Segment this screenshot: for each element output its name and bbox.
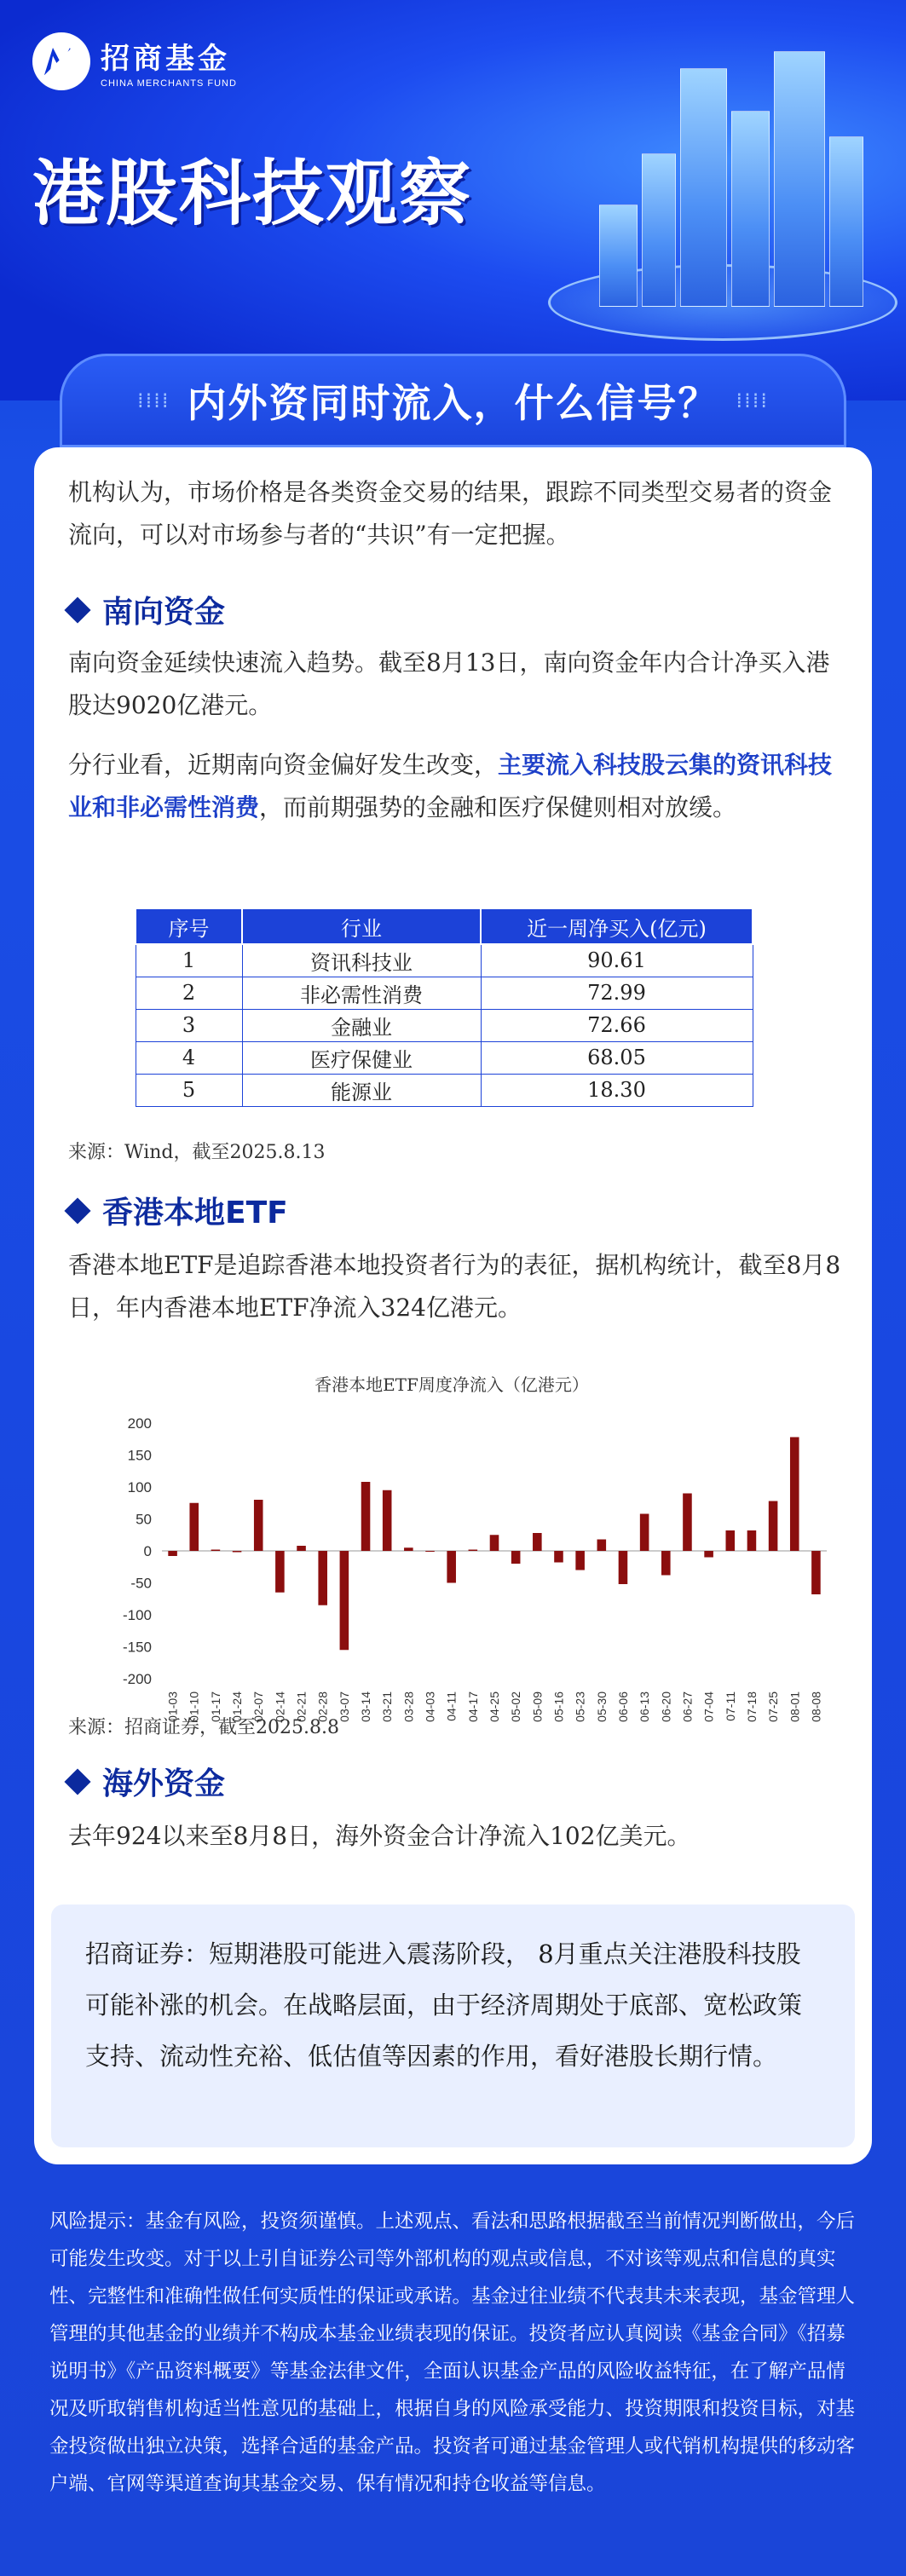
chart-bar [297, 1546, 306, 1551]
chart-bar [447, 1551, 456, 1583]
table-source: 来源：Wind，截至2025.8.13 [68, 1142, 326, 1163]
x-tick-label: 01-17 [208, 1691, 222, 1722]
table-cell: 能源业 [242, 1074, 481, 1106]
chart-bar [189, 1503, 199, 1551]
x-tick-label: 07-25 [766, 1691, 781, 1722]
diamond-icon [64, 596, 90, 623]
x-tick-label: 08-08 [809, 1691, 823, 1722]
x-tick-label: 02-28 [315, 1691, 330, 1722]
dots-right-icon: ⁞⁞⁞⁞ [736, 389, 770, 412]
chart-bar [811, 1551, 821, 1594]
chart-bar [790, 1438, 799, 1552]
etf-flow-chart [60, 1363, 844, 1738]
chart-bar [575, 1551, 585, 1570]
chart-bar [254, 1500, 263, 1551]
subtitle-banner [60, 354, 846, 447]
chart-bar [469, 1550, 478, 1552]
x-tick-label: 03-07 [337, 1691, 351, 1722]
chart-bar [168, 1551, 177, 1556]
content-card [34, 447, 872, 2164]
x-tick-label: 01-10 [187, 1691, 201, 1722]
section-heading-overseas [68, 1760, 225, 1803]
x-tick-label: 07-11 [723, 1691, 737, 1721]
chart-bar [533, 1533, 542, 1551]
intro-paragraph: 机构认为，市场价格是各类资金交易的结果，跟踪不同类型交易者的资金流向，可以对市场参与者的“共识”有一定把握。 [68, 478, 833, 549]
y-tick-label: -150 [122, 1639, 152, 1656]
x-tick-label: 04-25 [488, 1691, 501, 1722]
x-tick-label: 05-23 [573, 1691, 587, 1722]
diamond-icon [64, 1768, 90, 1795]
header-banner [0, 0, 906, 401]
y-tick-label: 0 [143, 1543, 152, 1559]
chart-bar [383, 1490, 392, 1551]
chart-bar [275, 1551, 285, 1593]
table-cell: 90.61 [481, 944, 753, 977]
table-cell: 72.66 [481, 1009, 753, 1041]
x-tick-label: 01-24 [230, 1691, 245, 1722]
logo-mark-icon [32, 32, 90, 90]
x-tick-label: 04-11 [444, 1691, 459, 1721]
x-tick-label: 03-28 [401, 1691, 416, 1722]
section-heading-southbound [68, 588, 225, 631]
chart-bar [597, 1540, 607, 1552]
x-tick-label: 04-03 [423, 1691, 437, 1722]
table-cell: 资讯科技业 [242, 944, 481, 977]
table-row [136, 977, 753, 1009]
chart-bar [425, 1551, 435, 1552]
chart-bar [747, 1530, 757, 1551]
chart-bar [404, 1547, 413, 1551]
diamond-icon [64, 1197, 90, 1224]
brand-logo [32, 32, 237, 90]
section-heading-hk-etf [68, 1189, 288, 1232]
table-cell: 医疗保健业 [242, 1041, 481, 1074]
x-tick-label: 05-02 [509, 1691, 523, 1722]
table-cell: 3 [136, 1009, 242, 1041]
brand-name-en: CHINA MERCHANTS FUND [101, 78, 237, 89]
y-tick-label: 50 [136, 1511, 152, 1528]
overseas-paragraph: 去年924以来至8月8日，海外资金合计净流入102亿美元。 [68, 1822, 691, 1850]
table-cell: 68.05 [481, 1041, 753, 1074]
y-tick-label: 150 [127, 1447, 152, 1464]
y-tick-label: 200 [127, 1415, 152, 1432]
x-tick-label: 07-04 [701, 1691, 716, 1722]
x-tick-label: 07-18 [744, 1691, 759, 1722]
hk-etf-paragraph: 香港本地ETF是追踪香港本地投资者行为的表征，据机构统计，截至8月8日，年内香港本地ETF净流入324亿港元。 [68, 1251, 841, 1322]
table-cell: 1 [136, 944, 242, 977]
chart-source: 来源：招商证券，截至2025.8.8 [68, 1717, 339, 1738]
table-cell: 18.30 [481, 1074, 753, 1106]
text-span: ，而前期强势的金融和医疗保健则相对放缓。 [259, 793, 737, 821]
chart-bar [704, 1551, 713, 1558]
dots-left-icon: ⁞⁞⁞⁞ [136, 389, 170, 412]
x-tick-label: 01-03 [165, 1691, 180, 1722]
southbound-paragraph-1: 南向资金延续快速流入趋势。截至8月13日，南向资金年内合计净买入港股达9020亿港元。 [68, 648, 830, 719]
table-cell: 金融业 [242, 1009, 481, 1041]
table-row [136, 1041, 753, 1074]
brand-name-cn: 招商基金 [101, 41, 230, 76]
x-tick-label: 03-21 [380, 1691, 395, 1722]
chart-bar [361, 1482, 371, 1551]
section-heading-text: 海外资金 [102, 1766, 226, 1801]
x-tick-label: 05-09 [530, 1691, 545, 1722]
chart-bar [340, 1551, 349, 1650]
chart-bar [661, 1551, 671, 1576]
table-row [136, 1074, 753, 1106]
building-icon [642, 153, 676, 307]
chart-bar [318, 1551, 327, 1605]
x-tick-label: 05-30 [594, 1691, 609, 1722]
section-heading-text: 南向资金 [102, 595, 226, 630]
broker-view-callout: 招商证券：短期港股可能进入震荡阶段， 8月重点关注港股科技股可能补涨的机会。在战略层面，由于经济周期处于底部、宽松政策支持、流动性充裕、低估值等因素的作用，看好港股长期行情。 [51, 1905, 855, 2147]
industry-table [135, 908, 753, 1107]
y-tick-label: -50 [130, 1575, 152, 1592]
x-tick-label: 06-27 [680, 1691, 695, 1722]
y-tick-label: -200 [122, 1671, 152, 1687]
x-tick-label: 03-14 [359, 1691, 373, 1722]
chart-bar [725, 1530, 735, 1551]
x-tick-label: 05-16 [551, 1691, 566, 1722]
table-row [136, 1009, 753, 1041]
chart-bar [233, 1551, 242, 1553]
building-icon [731, 111, 770, 307]
chart-bar [683, 1494, 692, 1552]
y-tick-label: 100 [127, 1479, 152, 1495]
building-icon [599, 205, 638, 307]
chart-bar [211, 1550, 221, 1552]
table-header: 行业 [242, 908, 481, 944]
chart-bar [490, 1535, 499, 1551]
table-header-row [136, 908, 753, 944]
x-tick-label: 02-07 [251, 1691, 266, 1722]
x-tick-label: 06-20 [659, 1691, 673, 1722]
table-cell: 72.99 [481, 977, 753, 1009]
table-header: 近一周净买入(亿元) [481, 908, 753, 944]
chart-title: 香港本地ETF周度净流入（亿港元） [315, 1374, 589, 1395]
text-span: 分行业看，近期南向资金偏好发生改变， [68, 751, 499, 779]
building-icon [680, 68, 727, 307]
chart-bar [640, 1514, 649, 1552]
chart-bar [554, 1551, 563, 1563]
city-illustration [540, 34, 906, 358]
subtitle: 内外资同时流入，什么信号？ [187, 380, 719, 426]
section-heading-text: 香港本地ETF [102, 1196, 288, 1230]
x-tick-label: 02-14 [273, 1691, 287, 1722]
table-header: 序号 [136, 908, 242, 944]
table-cell: 5 [136, 1074, 242, 1106]
x-tick-label: 06-13 [638, 1691, 652, 1722]
x-tick-label: 06-06 [615, 1691, 630, 1722]
table-cell: 2 [136, 977, 242, 1009]
table-row [136, 944, 753, 977]
highlight-text: 主要流入科技股云集的资讯科技业和非必需性消费 [68, 751, 833, 821]
x-tick-label: 08-01 [788, 1691, 802, 1722]
page-title: 港股科技观察 [32, 152, 473, 235]
x-tick-label: 04-17 [465, 1691, 480, 1722]
table-cell: 4 [136, 1041, 242, 1074]
southbound-paragraph-2 [68, 744, 844, 829]
chart-bar [769, 1501, 778, 1552]
building-icon [774, 51, 825, 307]
y-tick-label: -100 [122, 1607, 152, 1623]
chart-bar [619, 1551, 628, 1584]
x-tick-label: 02-21 [294, 1691, 309, 1722]
building-icon [829, 136, 863, 307]
chart-bar [511, 1551, 521, 1564]
risk-disclaimer: 风险提示：基金有风险，投资须谨慎。上述观点、看法和思路根据截至当前情况判断做出，今后可能发生改变。对于以上引自证券公司等外部机构的观点或信息，不对该等观点和信息的真实性、完整性和准确性做任何实质性的保证或承诺。基金过往业绩不代表其未来表现，基金管理人管理的其他基金的业绩并不构成本基金业绩表现的保证。投资者应认真阅读《基金合同》《招募说明书》《产品资料概要》等基金法律文件，全面认识基金产品的风险收益特征，在了解产品情况及听取销售机构适当性意见的基础上，根据自身的风险承受能力、投资期限和投资目标，对基金投资做出独立决策，选择合适的基金产品。投资者可通过基金管理人或代销机构提供的移动客户端、官网等渠道查询其基金交易、保有情况和持仓收益等信息。 [49, 2210, 856, 2495]
table-cell: 非必需性消费 [242, 977, 481, 1009]
